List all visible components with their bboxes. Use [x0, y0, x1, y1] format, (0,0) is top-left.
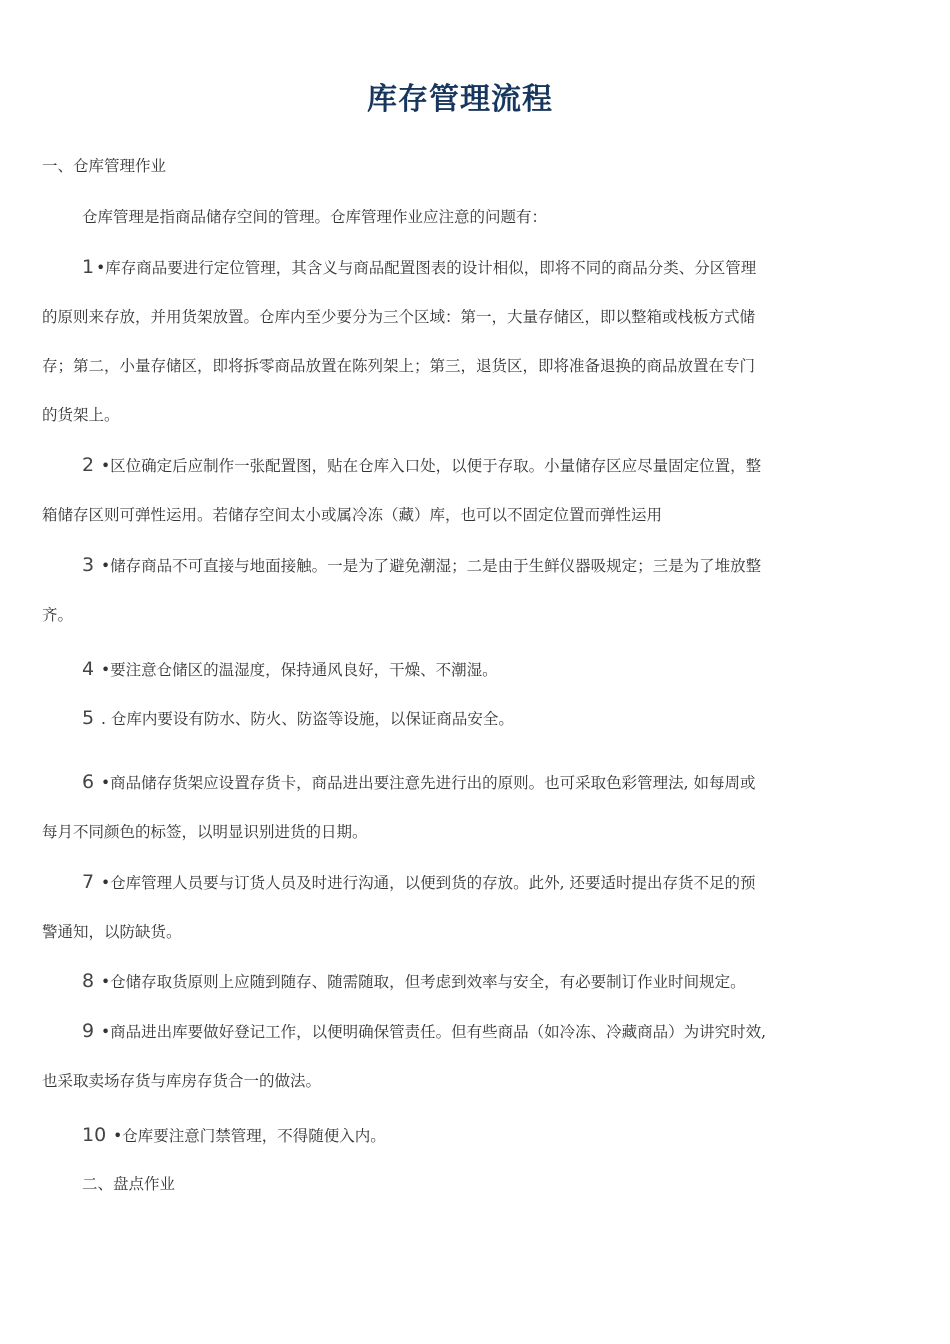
paragraph-line — [42, 808, 892, 857]
item-text: •商品储存货架应设置存货卡，商品进出要注意先进行出的原则。也可采取色彩管理法, 如每周或 — [96, 774, 756, 792]
item-text: •区位确定后应制作一张配置图，贴在仓库入口处，以便于存取。小量储存区应尽量固定位置，整 — [96, 457, 762, 475]
item-text: 也采取卖场存货与库房存货合一的做法。 — [42, 1072, 322, 1090]
paragraph-line — [42, 491, 892, 540]
paragraph-line — [42, 243, 892, 293]
list-item — [42, 694, 892, 744]
item-number: 3 — [82, 554, 95, 576]
paragraph-line — [42, 293, 892, 342]
paragraph-line — [42, 694, 892, 744]
paragraph-line — [42, 908, 892, 957]
paragraph-line — [42, 1111, 892, 1161]
item-text: 警通知，以防缺货。 — [42, 923, 182, 941]
paragraph-line — [42, 591, 892, 640]
list-item — [42, 1111, 892, 1161]
paragraph-line — [42, 758, 892, 808]
paragraph-line — [42, 645, 892, 695]
section-heading-warehouse-management: 一、仓库管理作业 — [42, 157, 167, 175]
item-number: 8 — [82, 970, 95, 992]
item-number: 9 — [82, 1020, 95, 1042]
item-text: •仓库管理人员要与订货人员及时进行沟通，以便到货的存放。此外, 还要适时提出存货不足的预 — [96, 874, 756, 892]
intro-paragraph: 仓库管理是指商品储存空间的管理。仓库管理作业应注意的问题有： — [82, 208, 548, 226]
section-heading-inventory-count: 二、盘点作业 — [82, 1175, 176, 1193]
document-title: 库存管理流程 — [367, 82, 553, 117]
list-item — [42, 758, 892, 857]
paragraph-line — [42, 391, 892, 440]
item-text: •库存商品要进行定位管理，其含义与商品配置图表的设计相似，即将不同的商品分类、分区管理 — [96, 259, 757, 277]
paragraph-line — [42, 1057, 892, 1106]
item-number: 5 — [82, 707, 95, 729]
paragraph-line — [42, 441, 892, 491]
list-item — [42, 1007, 892, 1106]
item-number: 10 — [82, 1124, 107, 1146]
paragraph-line — [42, 957, 892, 1007]
list-item — [42, 243, 892, 440]
list-item — [42, 541, 892, 640]
item-text: . 仓库内要设有防水、防火、防盗等设施，以保证商品安全。 — [96, 710, 514, 728]
paragraph-line — [42, 541, 892, 591]
item-number: 1 — [82, 256, 95, 278]
item-text: •储存商品不可直接与地面接触。一是为了避免潮湿；二是由于生鲜仪器吸规定；三是为了堆放整 — [96, 557, 762, 575]
item-text: •要注意仓储区的温湿度，保持通风良好，干燥、不潮湿。 — [96, 661, 498, 679]
item-text: •商品进出库要做好登记工作，以便明确保管责任。但有些商品（如冷冻、冷藏商品）为讲究时效, — [96, 1023, 767, 1041]
paragraph-line — [42, 858, 892, 908]
item-text: 每月不同颜色的标签，以明显识别进货的日期。 — [42, 823, 368, 841]
item-text: 齐。 — [42, 606, 74, 624]
item-number: 6 — [82, 771, 95, 793]
list-item — [42, 441, 892, 540]
item-text: •仓储存取货原则上应随到随存、随需随取，但考虑到效率与安全，有必要制订作业时间规定。 — [96, 973, 746, 991]
list-item — [42, 858, 892, 957]
item-number: 4 — [82, 658, 95, 680]
item-text: 的货架上。 — [42, 406, 120, 424]
item-text: 的原则来存放，并用货架放置。仓库内至少要分为三个区域：第一，大量存储区，即以整箱或栈板方式储 — [42, 308, 756, 326]
item-text: 箱储存区则可弹性运用。若储存空间太小或属冷冻（藏）库，也可以不固定位置而弹性运用 — [42, 506, 663, 524]
item-number: 2 — [82, 454, 95, 476]
item-text: •仓库要注意门禁管理，不得随便入内。 — [108, 1127, 386, 1145]
paragraph-line — [42, 342, 892, 391]
item-number: 7 — [82, 871, 95, 893]
list-item — [42, 957, 892, 1007]
paragraph-line — [42, 1007, 892, 1057]
list-item — [42, 645, 892, 695]
item-text: 存；第二，小量存储区，即将拆零商品放置在陈列架上；第三，退货区，即将准备退换的商品放置在专门 — [42, 357, 756, 375]
